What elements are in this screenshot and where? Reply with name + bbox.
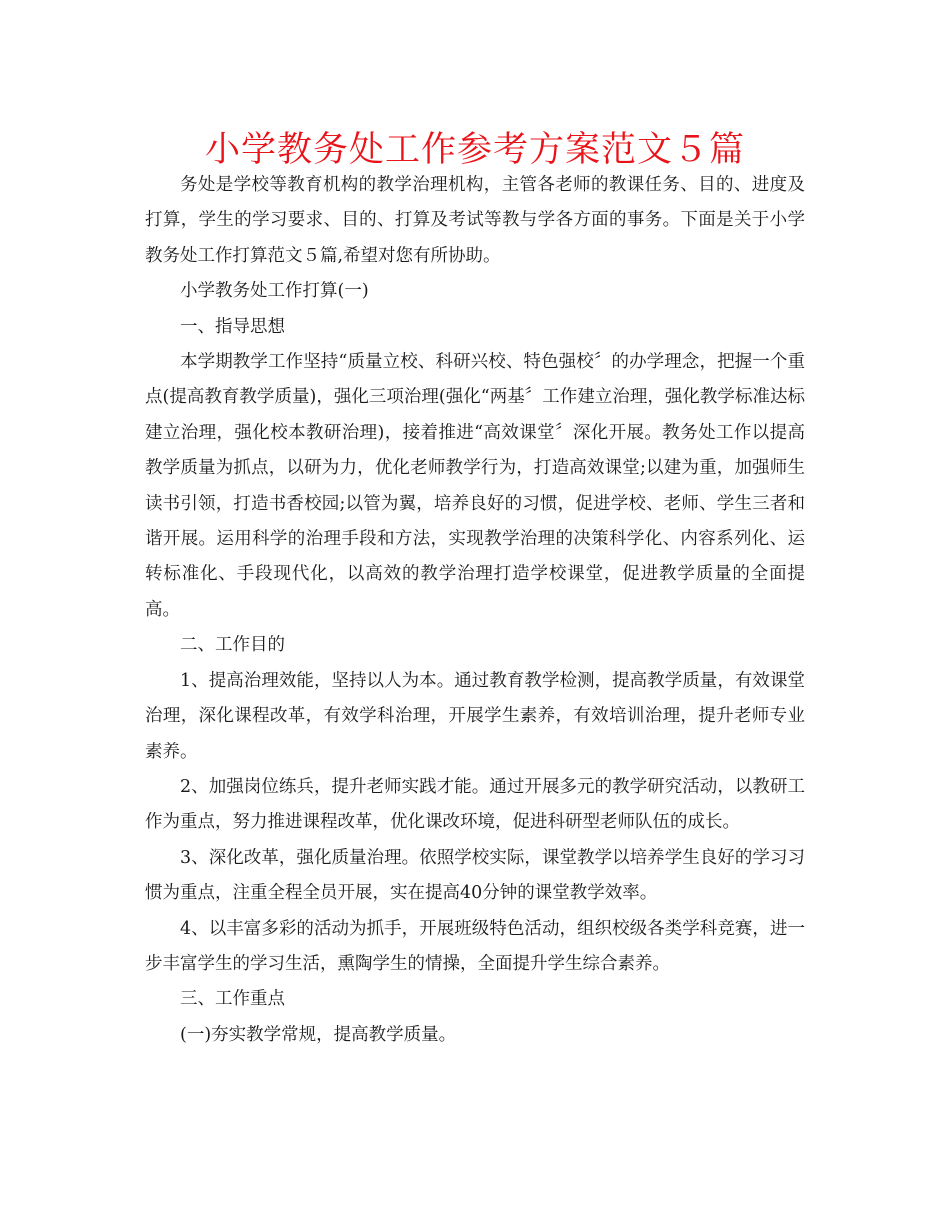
intro-paragraph: 务处是学校等教育机构的教学治理机构，主管各老师的教课任务、目的、进度及打算，学生的学习要求、目的、打算及考试等教与学各方面的事务。下面是关于小学教务处工作打算范文５篇,希望对您有所协助。 (145, 175, 805, 266)
focus-item-1: (一)夯实教学常规，提高教学质量。 (180, 1024, 457, 1045)
goal-item-3: 3、深化改革，强化质量治理。依照学校实际，课堂教学以培养学生良好的学习习惯为重点，注重全程全员开展，实在提高40分钟的课堂教学效率。 (145, 847, 805, 904)
section-heading-guiding-thought: 一、指导思想 (180, 316, 285, 337)
section-heading-plan-1: 小学教务处工作打算(一) (180, 281, 369, 302)
document-title: 小学教务处工作参考方案范文５篇 (204, 130, 745, 170)
guiding-thought-paragraph: 本学期教学工作坚持“质量立校、科研兴校、特色强校〞的办学理念，把握一个重点(提高教育教学质量)，强化三项治理(强化“两基〞工作建立治理，强化教学标准达标建立治理，强化校本教研治理)，接着推进“高效课堂〞深化开展。教务处工作以提高教学质量为抓点，以研为力，优化老师教学行为，打造高效课堂;以建为重，加强师生读书引领，打造书香校园;以管为翼，培养良好的习惯，促进学校、老师、学生三者和谐开展。运用科学的治理手段和方法，实现教学治理的决策科学化、内容系列化、运转标准化、手段现代化，以高效的教学治理打造学校课堂，促进教学质量的全面提高。 (145, 352, 805, 620)
section-heading-work-focus: 三、工作重点 (180, 989, 285, 1010)
goal-item-1: 1、提高治理效能，坚持以人为本。通过教育教学检测，提高教学质量，有效课堂治理，深化课程改革，有效学科治理，开展学生素养，有效培训治理，提升老师专业素养。 (145, 670, 805, 762)
goal-item-2: 2、加强岗位练兵，提升老师实践才能。通过开展多元的教学研究活动，以教研工作为重点，努力推进课程改革，优化课改环境，促进科研型老师队伍的成长。 (145, 776, 805, 833)
document-body (145, 168, 805, 1053)
goal-item-4: 4、以丰富多彩的活动为抓手，开展班级特色活动，组织校级各类学科竞赛，进一步丰富学生的学习生活，熏陶学生的情操，全面提升学生综合素养。 (145, 918, 805, 974)
section-heading-work-goals: 二、工作目的 (180, 635, 285, 656)
